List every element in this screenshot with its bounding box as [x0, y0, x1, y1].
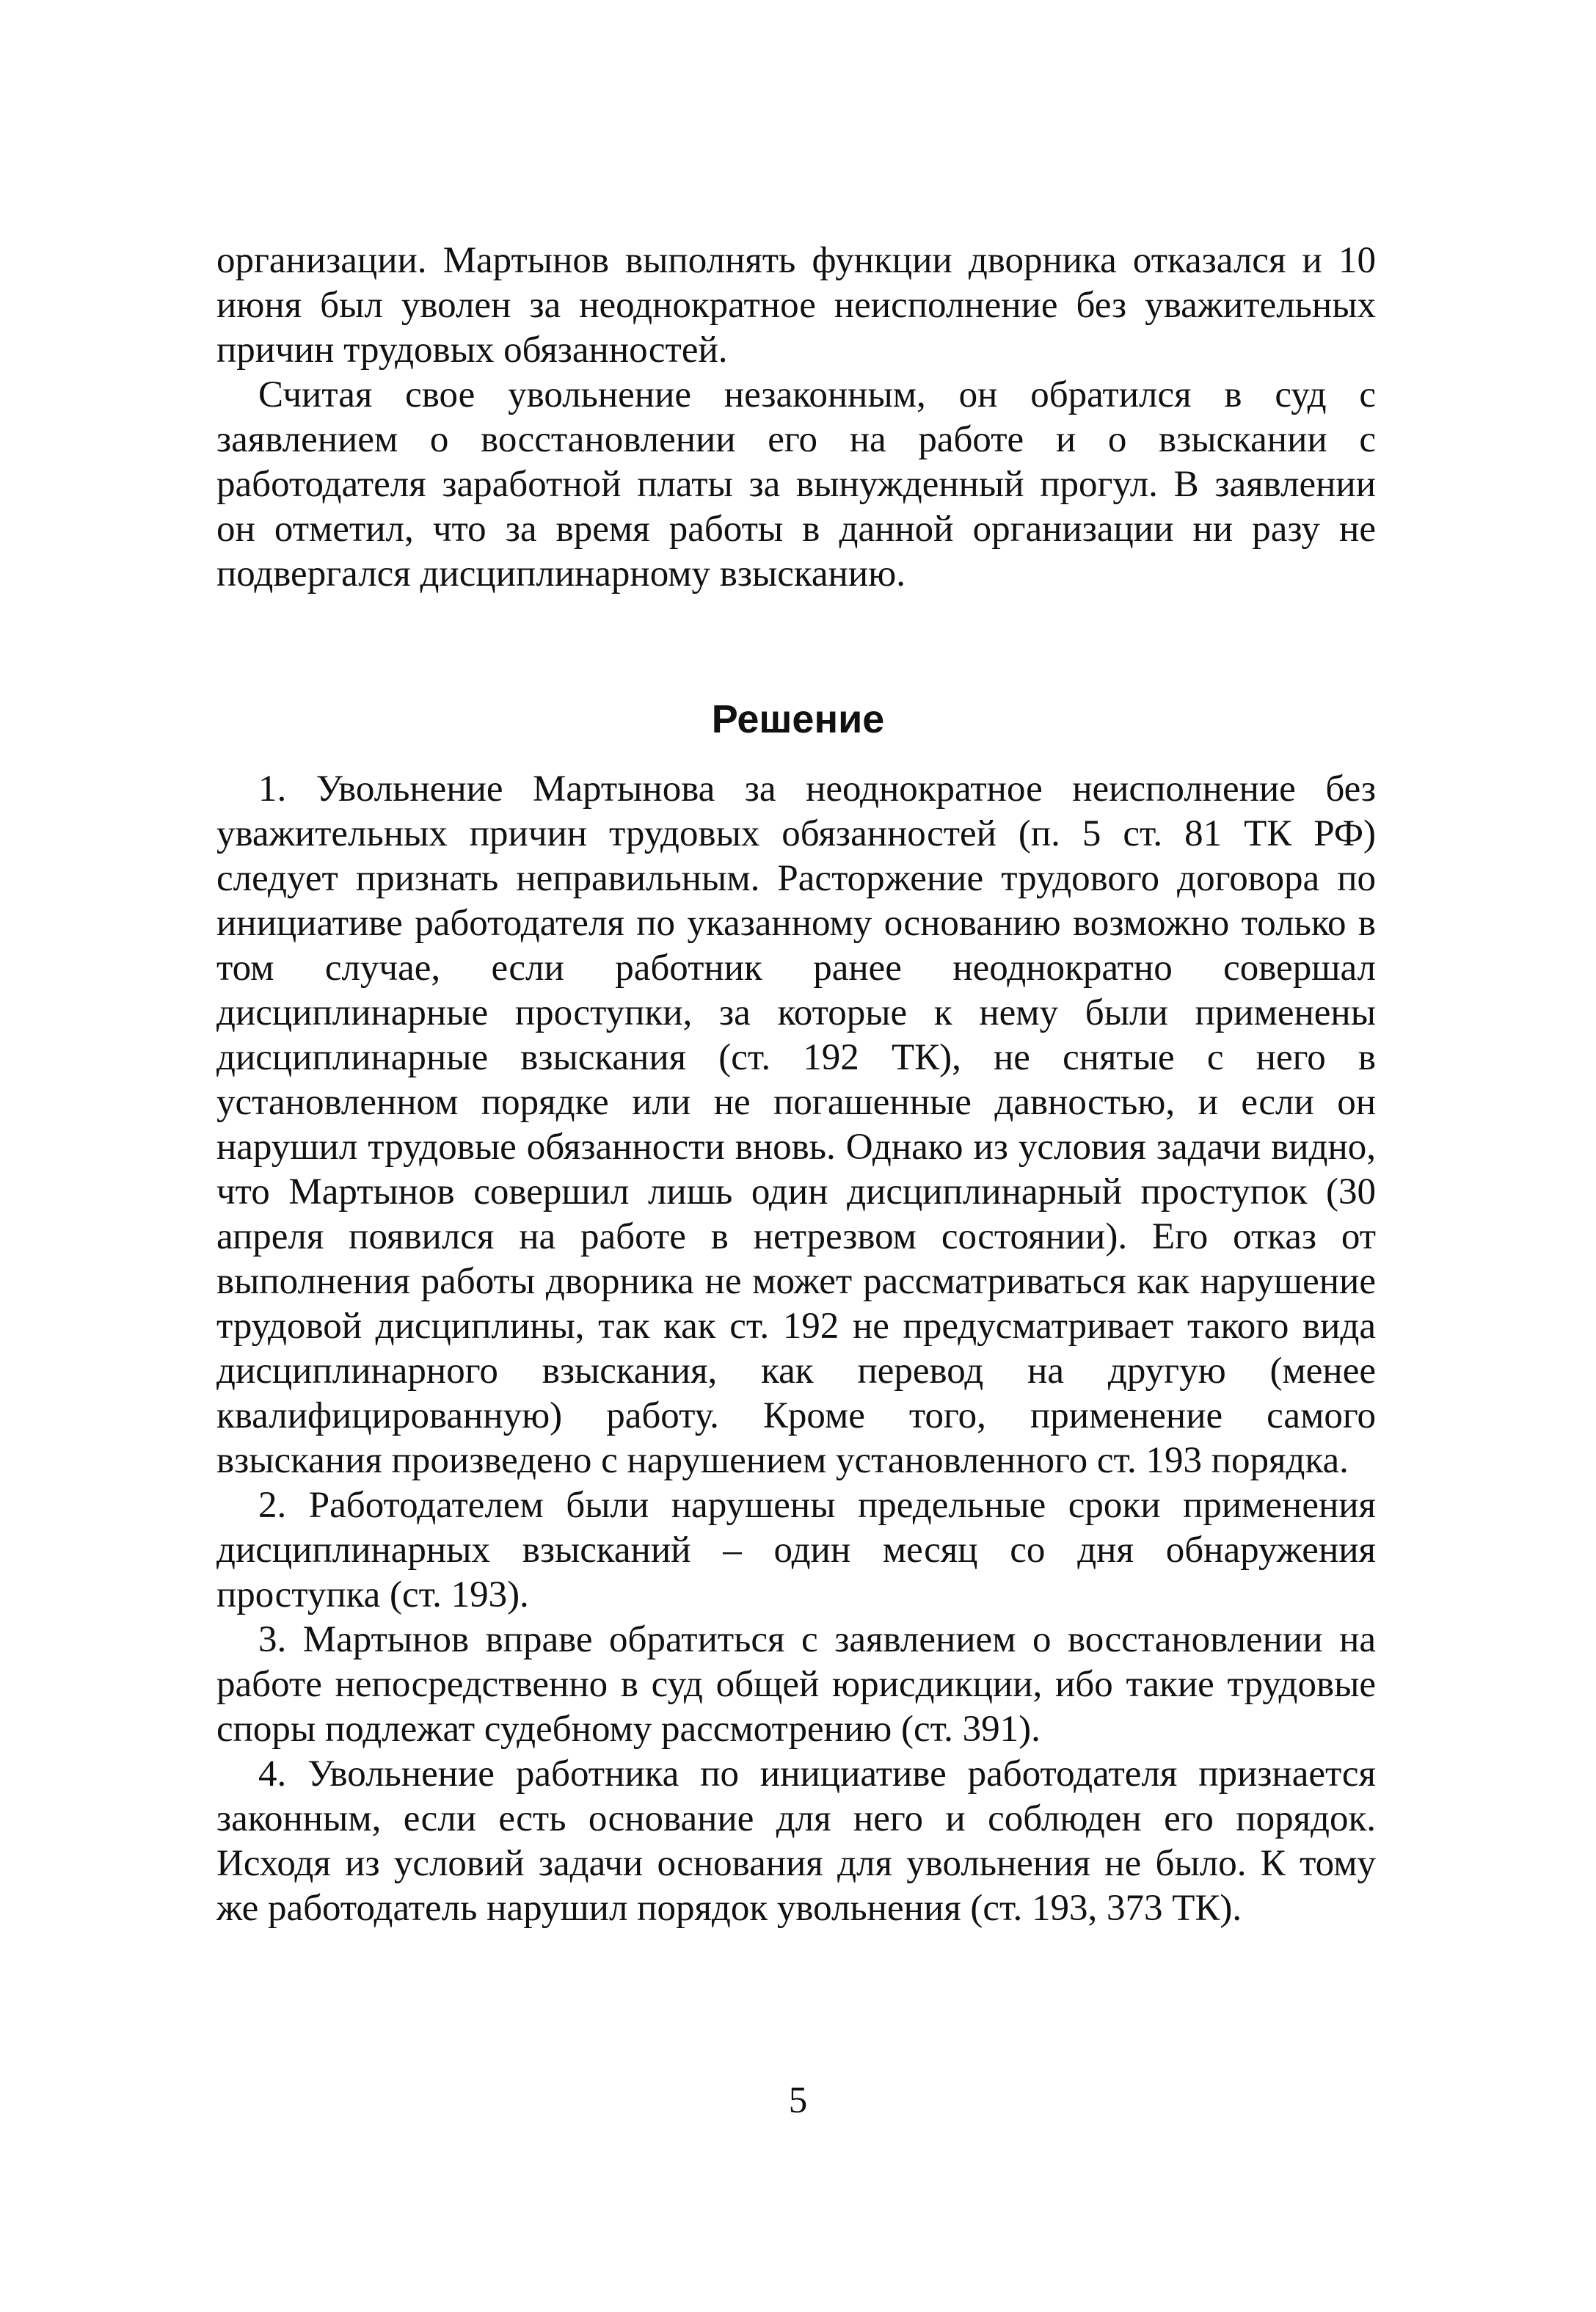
- solution-item: 1. Увольнение Мартынова за неоднократное неисполнение без уважительных причин трудовых обязанностей (п. 5 ст. 81 ТК РФ) следует признать неправильным. Расторжение трудового договора по инициативе работодателя по указанному основанию возможно только в том случае, если работник ранее неоднократно совершал дисциплинарные проступки, за которые к нему были применены дисциплинарные взыскания (ст. 192 ТК), не снятые с него в установленном порядке или не погашенные давностью, и если он нарушил трудовые обязанности вновь. Однако из условия задачи видно, что Мартынов совершил лишь один дисциплинарный проступок (30 апреля появился на работе в нетрезвом состоянии). Его отказ от выполнения работы дворника не может рассматриваться как нарушение трудовой дисциплины, так как ст. 192 не предусматривает такого вида дисциплинарного взыскания, как перевод на другую (менее квалифицированную) работу. Кроме того, применение самого взыскания произведено с нарушением установленного ст. 193 порядка.: [216, 768, 1376, 1481]
- solution-item: 2. Работодателем были нарушены предельные сроки применения дисциплинарных взысканий – один месяц со дня обнаружения проступка (ст. 193).: [216, 1485, 1376, 1615]
- intro-paragraph: организации. Мартынов выполнять функции дворника отказался и 10 июня был уволен за неоднократное неисполнение без уважительных причин трудовых обязанностей.: [216, 240, 1376, 371]
- solution-text: [216, 767, 1376, 1931]
- intro-text: [216, 239, 1376, 597]
- page-number: 5: [788, 2080, 808, 2121]
- solution-item: 4. Увольнение работника по инициативе работодателя признается законным, если есть основание для него и соблюден его порядок. Исходя из условий задачи основания для увольнения не было. К тому же работодатель нарушил порядок увольнения (ст. 193, 373 ТК).: [216, 1753, 1376, 1929]
- solution-item: 3. Мартынов вправе обратиться с заявлением о восстановлении на работе непосредственно в суд общей юрисдикции, ибо такие трудовые споры подлежат судебному рассмотрению (ст. 391).: [216, 1619, 1376, 1750]
- intro-paragraph: Считая свое увольнение незаконным, он обратился в суд с заявлением о восстановлении его на работе и о взыскании с работодателя заработной платы за вынужденный прогул. В заявлении он отметил, что за время работы в данной организации ни разу не подвергался дисциплинарному взысканию.: [216, 374, 1376, 595]
- solution-heading: Решение: [711, 697, 885, 741]
